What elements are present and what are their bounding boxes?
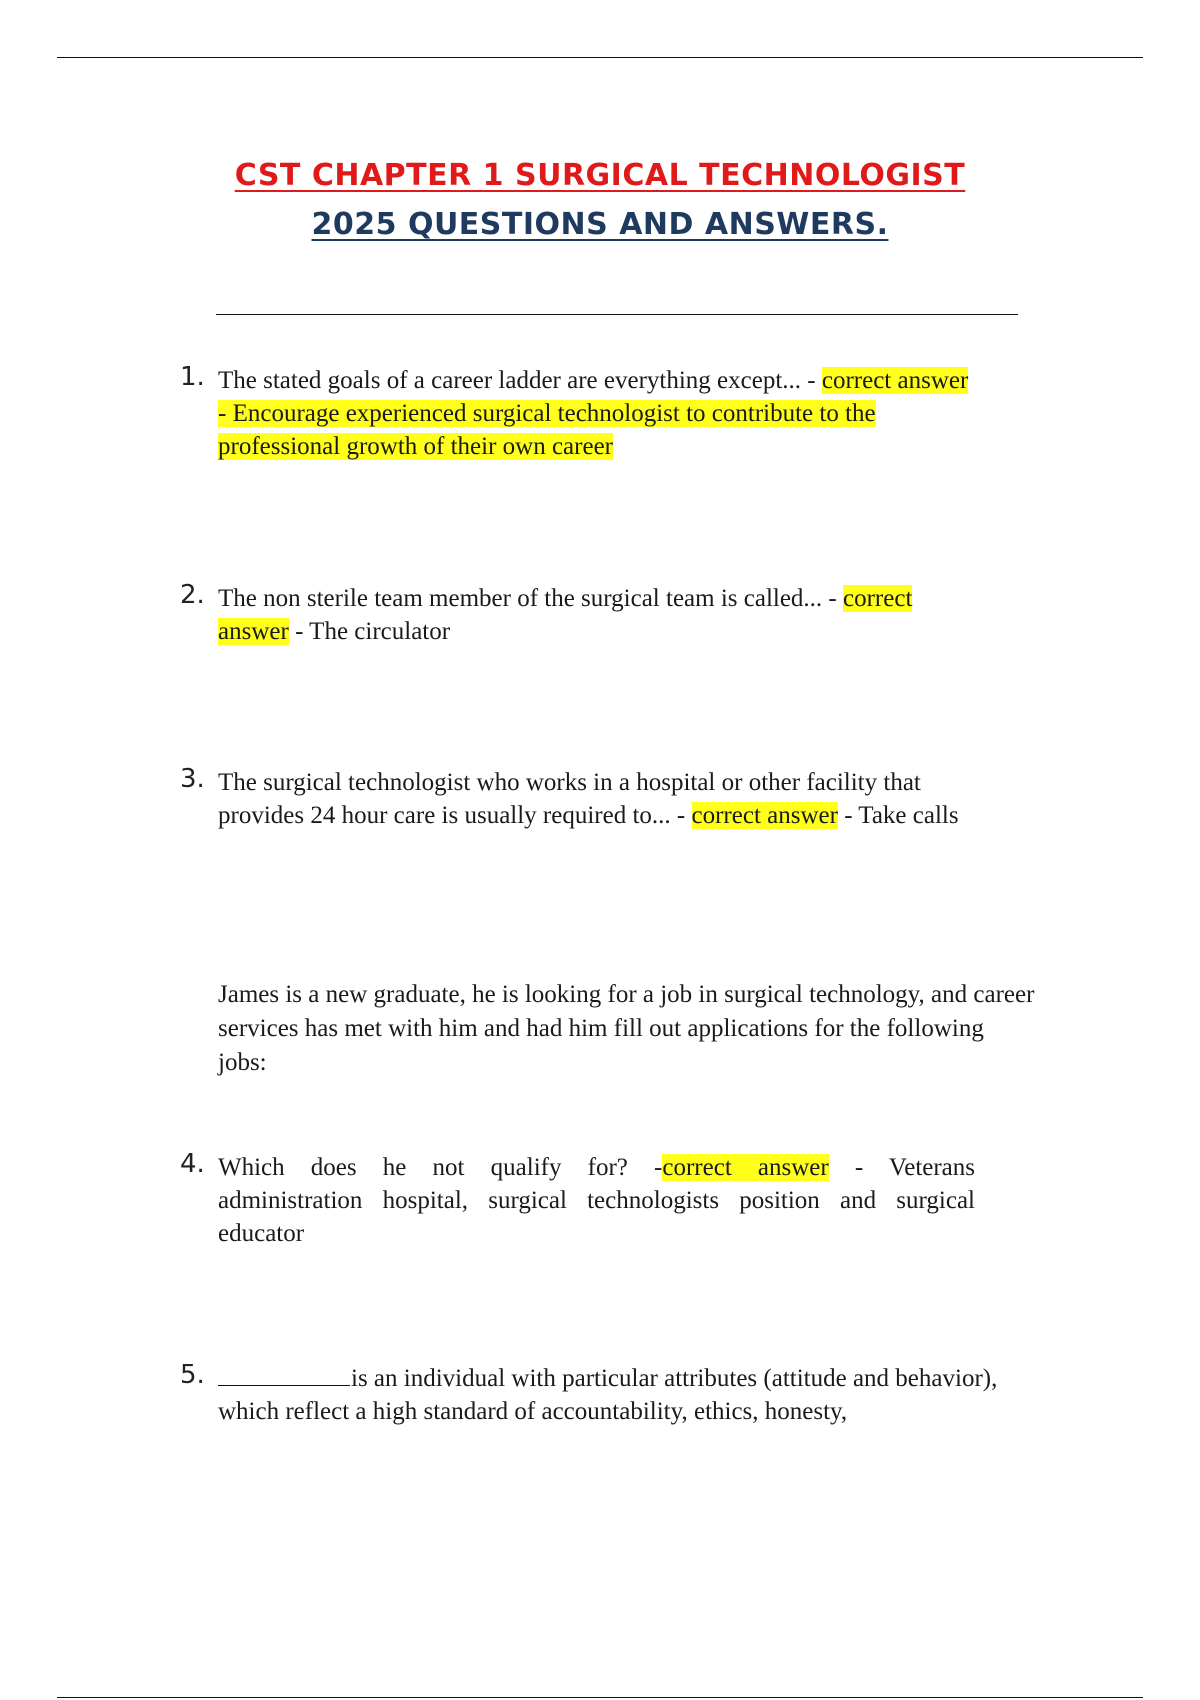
- question-text: is an individual with particular attributes (attitude and behavior), which reflect a high standard of accountability, ethics, honesty,: [218, 1365, 998, 1425]
- question-4: [180, 1151, 980, 1250]
- answer-label: correct answer: [218, 585, 913, 645]
- answer-text: - The circulator: [288, 618, 451, 645]
- answer-label: correct answer: [662, 1154, 829, 1181]
- fill-in-blank: [218, 1363, 350, 1386]
- answer-text: - Take calls: [837, 802, 959, 829]
- question-5: [180, 1360, 998, 1428]
- scenario-paragraph: James is a new graduate, he is looking for a job in surgical technology, and career services has met with him and had him fill out applications for the following jobs:: [218, 981, 1035, 1076]
- answer-label: correct answer: [691, 802, 838, 829]
- question-3: [180, 766, 980, 832]
- question-text: The non sterile team member of the surgical team is called... - correct answer - The circulator: [218, 585, 913, 645]
- question-number: 2.: [180, 580, 205, 610]
- answer-text: - Veterans administration hospital, surgical technologists position and surgical educator: [218, 1154, 976, 1247]
- page-bottom-rule: [57, 1697, 1143, 1698]
- question-text: The stated goals of a career ladder are everything except... - correct answer - Encourage experienced surgical technologist to contribute to the professional growth of their own career: [218, 367, 969, 460]
- page-top-rule: [57, 57, 1143, 58]
- question-number: 1.: [180, 362, 205, 392]
- question-number: 3.: [180, 764, 205, 794]
- question-number: 4.: [180, 1149, 205, 1179]
- highlighted-answer: correct answer - Encourage experienced surgical technologist to contribute to the professional growth of their own career: [218, 367, 969, 460]
- question-2: [180, 582, 980, 648]
- document-title-line-1: CST CHAPTER 1 SURGICAL TECHNOLOGIST: [234, 158, 966, 193]
- question-text: Which does he not qualify for? -correct answer - Veterans administration hospital, surgical technologists position and surgical educator: [218, 1154, 976, 1247]
- question-number: 5.: [180, 1360, 205, 1390]
- question-1: [180, 364, 980, 463]
- title-divider: [216, 314, 1018, 315]
- question-text: The surgical technologist who works in a hospital or other facility that provides 24 hour care is usually required to... - correct answer - Take calls: [218, 769, 959, 829]
- document-title-line-2: 2025 QUESTIONS AND ANSWERS.: [311, 207, 889, 242]
